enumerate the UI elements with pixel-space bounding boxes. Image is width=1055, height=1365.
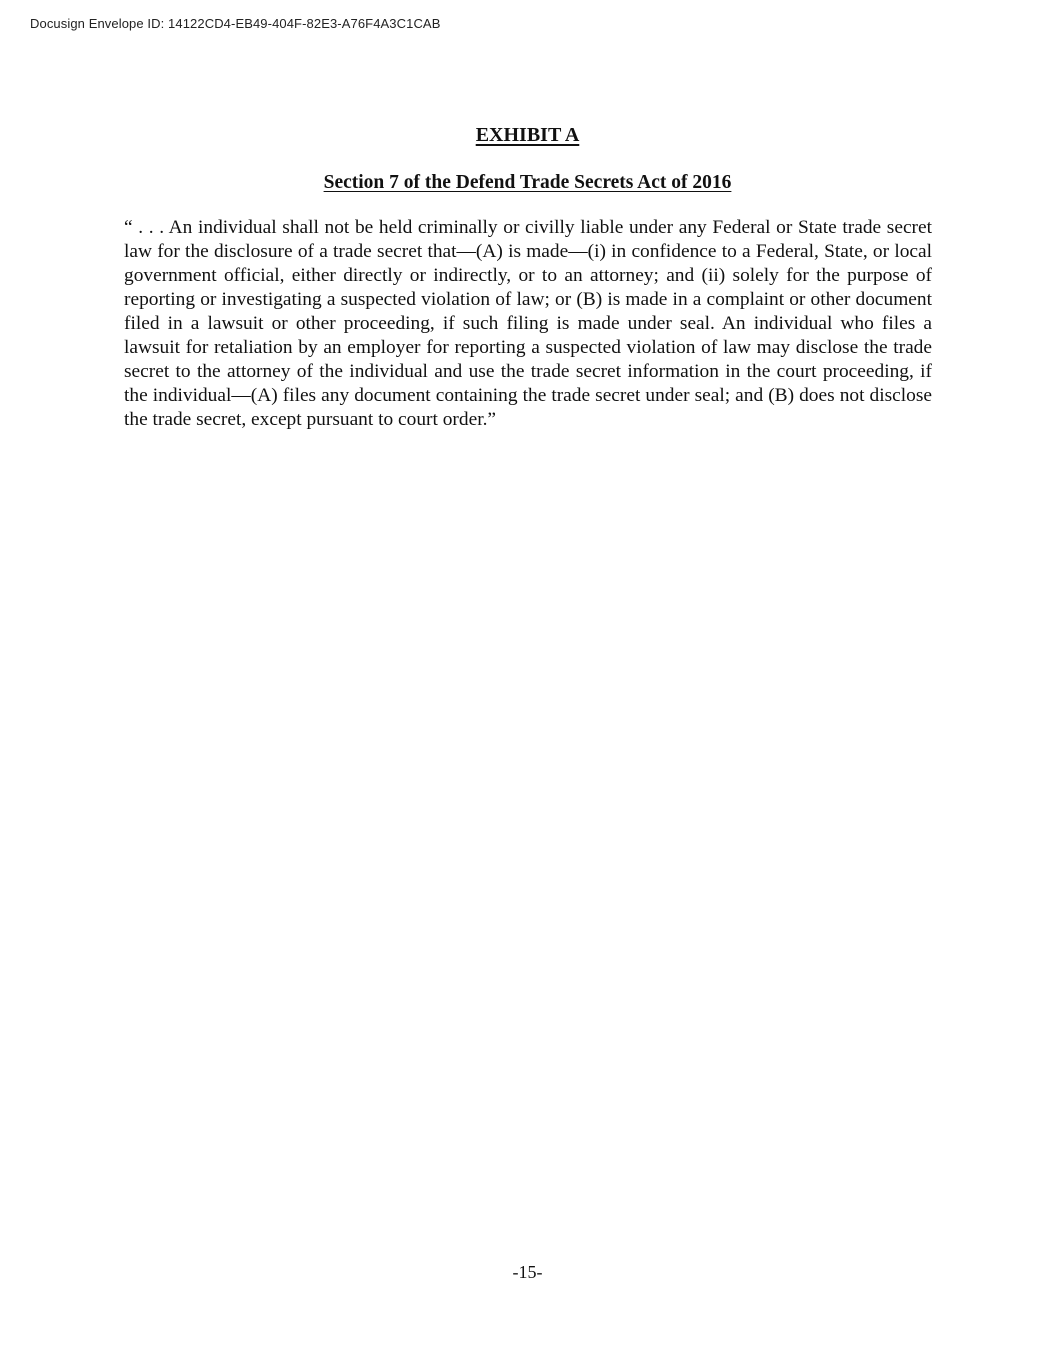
section-heading: Section 7 of the Defend Trade Secrets Act of 2016 xyxy=(323,172,732,193)
envelope-id: Docusign Envelope ID: 14122CD4-EB49-404F-82E3-A76F4A3C1CAB xyxy=(30,16,441,31)
page-title: EXHIBIT A xyxy=(475,124,580,146)
body-paragraph: “ . . . An individual shall not be held criminally or civilly liable under any Federal or State trade secret law for the disclosure of a trade secret that—(A) is made—(i) in confidence to a Federal, State, or local government official, either directly or indirectly, or to an attorney; and (ii) solely for the purpose of reporting or investigating a suspected violation of law; or (B) is made in a complaint or other document filed in a lawsuit or other proceeding, if such filing is made under seal. An individual who files a lawsuit for retaliation by an employer for reporting a suspected violation of law may disclose the trade secret to the attorney of the individual and use the trade secret information in the court proceeding, if the individual—(A) files any document containing the trade secret under seal; and (B) does not disclose the trade secret, except pursuant to court order.” xyxy=(124,217,932,430)
page-number: -15- xyxy=(512,1262,543,1282)
